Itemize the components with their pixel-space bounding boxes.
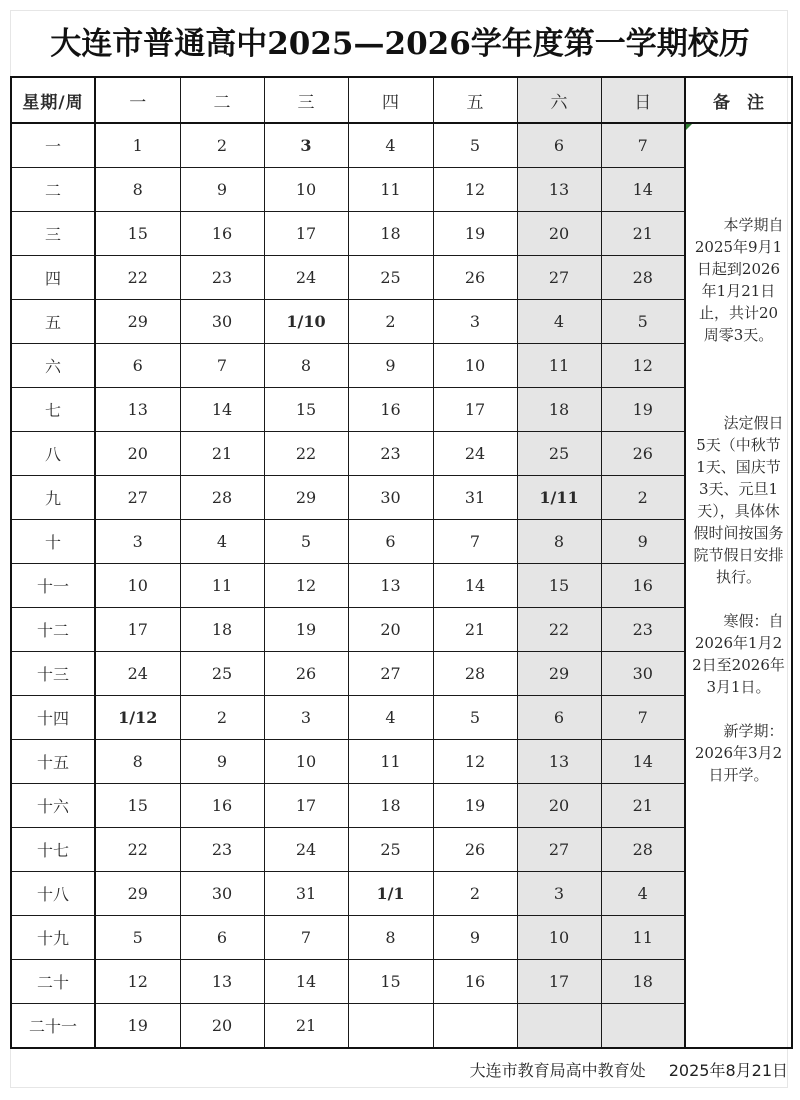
date-cell-thu: 20 bbox=[348, 608, 433, 652]
date-cell-tue: 16 bbox=[180, 212, 264, 256]
date-cell-wed: 3 bbox=[264, 123, 348, 168]
date-cell-mon: 15 bbox=[95, 212, 180, 256]
date-cell-thu: 11 bbox=[348, 740, 433, 784]
date-cell-fri: 2 bbox=[433, 872, 517, 916]
week-number-cell: 十七 bbox=[11, 828, 95, 872]
date-cell-fri: 14 bbox=[433, 564, 517, 608]
day-header-sat: 六 bbox=[517, 77, 601, 123]
date-cell-wed: 21 bbox=[264, 1004, 348, 1049]
date-cell-thu: 13 bbox=[348, 564, 433, 608]
day-header-sun: 日 bbox=[601, 77, 685, 123]
date-cell-thu: 16 bbox=[348, 388, 433, 432]
date-cell-wed: 14 bbox=[264, 960, 348, 1004]
week-number-cell: 二十 bbox=[11, 960, 95, 1004]
date-cell-thu: 1/1 bbox=[348, 872, 433, 916]
week-number-cell: 六 bbox=[11, 344, 95, 388]
school-calendar-table bbox=[10, 76, 793, 1049]
date-cell-fri bbox=[433, 1004, 517, 1049]
date-cell-sun: 16 bbox=[601, 564, 685, 608]
day-header-mon: 一 bbox=[95, 77, 180, 123]
date-cell-tue: 2 bbox=[180, 123, 264, 168]
date-cell-mon: 19 bbox=[95, 1004, 180, 1049]
date-cell-mon: 20 bbox=[95, 432, 180, 476]
week-number-cell: 十四 bbox=[11, 696, 95, 740]
date-cell-mon: 12 bbox=[95, 960, 180, 1004]
date-cell-sun: 21 bbox=[601, 212, 685, 256]
date-cell-tue: 23 bbox=[180, 828, 264, 872]
date-cell-mon: 22 bbox=[95, 256, 180, 300]
footer-issuer: 大连市教育局高中教育处 bbox=[469, 1061, 646, 1080]
week-row bbox=[11, 872, 792, 916]
week-row bbox=[11, 652, 792, 696]
date-cell-mon: 24 bbox=[95, 652, 180, 696]
date-cell-sun: 19 bbox=[601, 388, 685, 432]
week-number-cell: 七 bbox=[11, 388, 95, 432]
date-cell-mon: 8 bbox=[95, 740, 180, 784]
note-term: 本学期自2025年9月1日起到2026年1月21日止，共计20周零3天。 bbox=[694, 216, 784, 344]
date-cell-sun: 28 bbox=[601, 256, 685, 300]
date-cell-thu: 4 bbox=[348, 123, 433, 168]
week-row bbox=[11, 520, 792, 564]
date-cell-wed: 10 bbox=[264, 168, 348, 212]
date-cell-wed: 24 bbox=[264, 828, 348, 872]
date-cell-thu: 25 bbox=[348, 828, 433, 872]
date-cell-sat: 4 bbox=[517, 300, 601, 344]
date-cell-fri: 9 bbox=[433, 916, 517, 960]
week-number-cell: 一 bbox=[11, 123, 95, 168]
date-cell-thu: 4 bbox=[348, 696, 433, 740]
date-cell-mon: 6 bbox=[95, 344, 180, 388]
date-cell-mon: 10 bbox=[95, 564, 180, 608]
date-cell-sat: 3 bbox=[517, 872, 601, 916]
date-cell-sat: 29 bbox=[517, 652, 601, 696]
week-row bbox=[11, 828, 792, 872]
date-cell-tue: 30 bbox=[180, 300, 264, 344]
week-column-header: 星期/周 bbox=[11, 77, 95, 123]
date-cell-sat: 6 bbox=[517, 123, 601, 168]
date-cell-sun: 5 bbox=[601, 300, 685, 344]
date-cell-mon: 29 bbox=[95, 872, 180, 916]
week-row bbox=[11, 256, 792, 300]
date-cell-mon: 1/12 bbox=[95, 696, 180, 740]
date-cell-fri: 12 bbox=[433, 168, 517, 212]
day-header-thu: 四 bbox=[348, 77, 433, 123]
date-cell-wed: 24 bbox=[264, 256, 348, 300]
date-cell-fri: 24 bbox=[433, 432, 517, 476]
week-number-cell: 十五 bbox=[11, 740, 95, 784]
date-cell-fri: 26 bbox=[433, 828, 517, 872]
week-number-cell: 十二 bbox=[11, 608, 95, 652]
week-row bbox=[11, 344, 792, 388]
week-number-cell: 十八 bbox=[11, 872, 95, 916]
page-title: 大连市普通高中2025—2026学年度第一学期校历 bbox=[50, 26, 750, 62]
week-row bbox=[11, 784, 792, 828]
date-cell-wed: 5 bbox=[264, 520, 348, 564]
week-row bbox=[11, 476, 792, 520]
date-cell-sun: 7 bbox=[601, 123, 685, 168]
date-cell-thu: 18 bbox=[348, 212, 433, 256]
date-cell-mon: 15 bbox=[95, 784, 180, 828]
date-cell-fri: 10 bbox=[433, 344, 517, 388]
day-header-wed: 三 bbox=[264, 77, 348, 123]
date-cell-sun: 7 bbox=[601, 696, 685, 740]
date-cell-fri: 7 bbox=[433, 520, 517, 564]
week-number-cell: 二十一 bbox=[11, 1004, 95, 1049]
week-number-cell: 十九 bbox=[11, 916, 95, 960]
date-cell-fri: 31 bbox=[433, 476, 517, 520]
date-cell-tue: 9 bbox=[180, 740, 264, 784]
date-cell-tue: 23 bbox=[180, 256, 264, 300]
date-cell-sat: 11 bbox=[517, 344, 601, 388]
week-number-cell: 三 bbox=[11, 212, 95, 256]
header-row bbox=[11, 77, 792, 123]
day-header-fri: 五 bbox=[433, 77, 517, 123]
date-cell-mon: 13 bbox=[95, 388, 180, 432]
date-cell-fri: 28 bbox=[433, 652, 517, 696]
comment-marker-icon bbox=[686, 124, 692, 130]
date-cell-tue: 7 bbox=[180, 344, 264, 388]
week-number-cell: 五 bbox=[11, 300, 95, 344]
date-cell-sun: 9 bbox=[601, 520, 685, 564]
date-cell-tue: 25 bbox=[180, 652, 264, 696]
date-cell-sat: 1/11 bbox=[517, 476, 601, 520]
notes-column-header: 备 注 bbox=[685, 77, 792, 123]
date-cell-fri: 21 bbox=[433, 608, 517, 652]
date-cell-mon: 3 bbox=[95, 520, 180, 564]
week-number-cell: 十六 bbox=[11, 784, 95, 828]
date-cell-fri: 5 bbox=[433, 696, 517, 740]
date-cell-wed: 19 bbox=[264, 608, 348, 652]
date-cell-tue: 21 bbox=[180, 432, 264, 476]
date-cell-tue: 28 bbox=[180, 476, 264, 520]
date-cell-wed: 1/10 bbox=[264, 300, 348, 344]
date-cell-wed: 7 bbox=[264, 916, 348, 960]
date-cell-sun: 18 bbox=[601, 960, 685, 1004]
date-cell-tue: 9 bbox=[180, 168, 264, 212]
week-row bbox=[11, 960, 792, 1004]
week-row bbox=[11, 123, 792, 168]
date-cell-mon: 22 bbox=[95, 828, 180, 872]
date-cell-sun: 26 bbox=[601, 432, 685, 476]
week-row bbox=[11, 1004, 792, 1049]
date-cell-wed: 12 bbox=[264, 564, 348, 608]
date-cell-sun: 14 bbox=[601, 740, 685, 784]
week-row bbox=[11, 740, 792, 784]
date-cell-mon: 17 bbox=[95, 608, 180, 652]
date-cell-sat: 8 bbox=[517, 520, 601, 564]
date-cell-tue: 18 bbox=[180, 608, 264, 652]
date-cell-sun: 2 bbox=[601, 476, 685, 520]
date-cell-wed: 15 bbox=[264, 388, 348, 432]
note-winter-break: 寒假：自2026年1月22日至2026年3月1日。 bbox=[692, 612, 785, 696]
date-cell-wed: 17 bbox=[264, 212, 348, 256]
date-cell-tue: 6 bbox=[180, 916, 264, 960]
date-cell-sun: 11 bbox=[601, 916, 685, 960]
date-cell-sat: 20 bbox=[517, 212, 601, 256]
date-cell-thu: 6 bbox=[348, 520, 433, 564]
date-cell-sun: 30 bbox=[601, 652, 685, 696]
date-cell-thu: 9 bbox=[348, 344, 433, 388]
date-cell-thu: 25 bbox=[348, 256, 433, 300]
date-cell-tue: 13 bbox=[180, 960, 264, 1004]
week-row bbox=[11, 564, 792, 608]
footer bbox=[452, 1058, 788, 1081]
date-cell-sat: 13 bbox=[517, 740, 601, 784]
date-cell-sun: 23 bbox=[601, 608, 685, 652]
week-number-cell: 十三 bbox=[11, 652, 95, 696]
week-number-cell: 九 bbox=[11, 476, 95, 520]
day-header-tue: 二 bbox=[180, 77, 264, 123]
date-cell-thu: 8 bbox=[348, 916, 433, 960]
date-cell-thu bbox=[348, 1004, 433, 1049]
date-cell-sun: 28 bbox=[601, 828, 685, 872]
date-cell-fri: 5 bbox=[433, 123, 517, 168]
date-cell-sun: 12 bbox=[601, 344, 685, 388]
week-row bbox=[11, 916, 792, 960]
date-cell-thu: 27 bbox=[348, 652, 433, 696]
date-cell-mon: 29 bbox=[95, 300, 180, 344]
date-cell-sat: 6 bbox=[517, 696, 601, 740]
week-row bbox=[11, 608, 792, 652]
week-number-cell: 二 bbox=[11, 168, 95, 212]
date-cell-tue: 11 bbox=[180, 564, 264, 608]
date-cell-fri: 19 bbox=[433, 784, 517, 828]
date-cell-sat: 15 bbox=[517, 564, 601, 608]
date-cell-wed: 26 bbox=[264, 652, 348, 696]
date-cell-sat: 17 bbox=[517, 960, 601, 1004]
date-cell-mon: 5 bbox=[95, 916, 180, 960]
date-cell-tue: 16 bbox=[180, 784, 264, 828]
date-cell-tue: 4 bbox=[180, 520, 264, 564]
date-cell-tue: 20 bbox=[180, 1004, 264, 1049]
date-cell-sat: 27 bbox=[517, 828, 601, 872]
date-cell-mon: 1 bbox=[95, 123, 180, 168]
date-cell-fri: 12 bbox=[433, 740, 517, 784]
date-cell-thu: 23 bbox=[348, 432, 433, 476]
note-new-term: 新学期：2026年3月2日开学。 bbox=[694, 722, 784, 784]
date-cell-sat: 13 bbox=[517, 168, 601, 212]
date-cell-mon: 27 bbox=[95, 476, 180, 520]
week-row bbox=[11, 432, 792, 476]
date-cell-fri: 16 bbox=[433, 960, 517, 1004]
date-cell-wed: 17 bbox=[264, 784, 348, 828]
week-row bbox=[11, 388, 792, 432]
date-cell-wed: 31 bbox=[264, 872, 348, 916]
date-cell-thu: 15 bbox=[348, 960, 433, 1004]
date-cell-wed: 10 bbox=[264, 740, 348, 784]
date-cell-wed: 8 bbox=[264, 344, 348, 388]
date-cell-sat bbox=[517, 1004, 601, 1049]
week-row bbox=[11, 300, 792, 344]
date-cell-fri: 26 bbox=[433, 256, 517, 300]
date-cell-fri: 3 bbox=[433, 300, 517, 344]
date-cell-tue: 2 bbox=[180, 696, 264, 740]
date-cell-thu: 30 bbox=[348, 476, 433, 520]
notes-cell bbox=[685, 123, 792, 1048]
footer-date: 2025年8月21日 bbox=[668, 1061, 788, 1080]
date-cell-mon: 8 bbox=[95, 168, 180, 212]
date-cell-sat: 18 bbox=[517, 388, 601, 432]
date-cell-sat: 22 bbox=[517, 608, 601, 652]
week-row bbox=[11, 168, 792, 212]
week-number-cell: 十 bbox=[11, 520, 95, 564]
date-cell-sun: 21 bbox=[601, 784, 685, 828]
date-cell-sun: 4 bbox=[601, 872, 685, 916]
date-cell-thu: 18 bbox=[348, 784, 433, 828]
date-cell-fri: 17 bbox=[433, 388, 517, 432]
date-cell-wed: 22 bbox=[264, 432, 348, 476]
date-cell-sat: 20 bbox=[517, 784, 601, 828]
date-cell-sat: 25 bbox=[517, 432, 601, 476]
date-cell-tue: 14 bbox=[180, 388, 264, 432]
week-number-cell: 四 bbox=[11, 256, 95, 300]
date-cell-wed: 3 bbox=[264, 696, 348, 740]
week-row bbox=[11, 696, 792, 740]
date-cell-sun: 14 bbox=[601, 168, 685, 212]
note-holidays: 法定假日5天（中秋节1天、国庆节3天、元旦1天），具体休假时间按国务院节假日安排执行。 bbox=[693, 414, 784, 586]
week-number-cell: 十一 bbox=[11, 564, 95, 608]
date-cell-thu: 11 bbox=[348, 168, 433, 212]
date-cell-thu: 2 bbox=[348, 300, 433, 344]
date-cell-sun bbox=[601, 1004, 685, 1049]
week-number-cell: 八 bbox=[11, 432, 95, 476]
date-cell-sat: 10 bbox=[517, 916, 601, 960]
date-cell-wed: 29 bbox=[264, 476, 348, 520]
date-cell-sat: 27 bbox=[517, 256, 601, 300]
date-cell-tue: 30 bbox=[180, 872, 264, 916]
date-cell-fri: 19 bbox=[433, 212, 517, 256]
week-row bbox=[11, 212, 792, 256]
